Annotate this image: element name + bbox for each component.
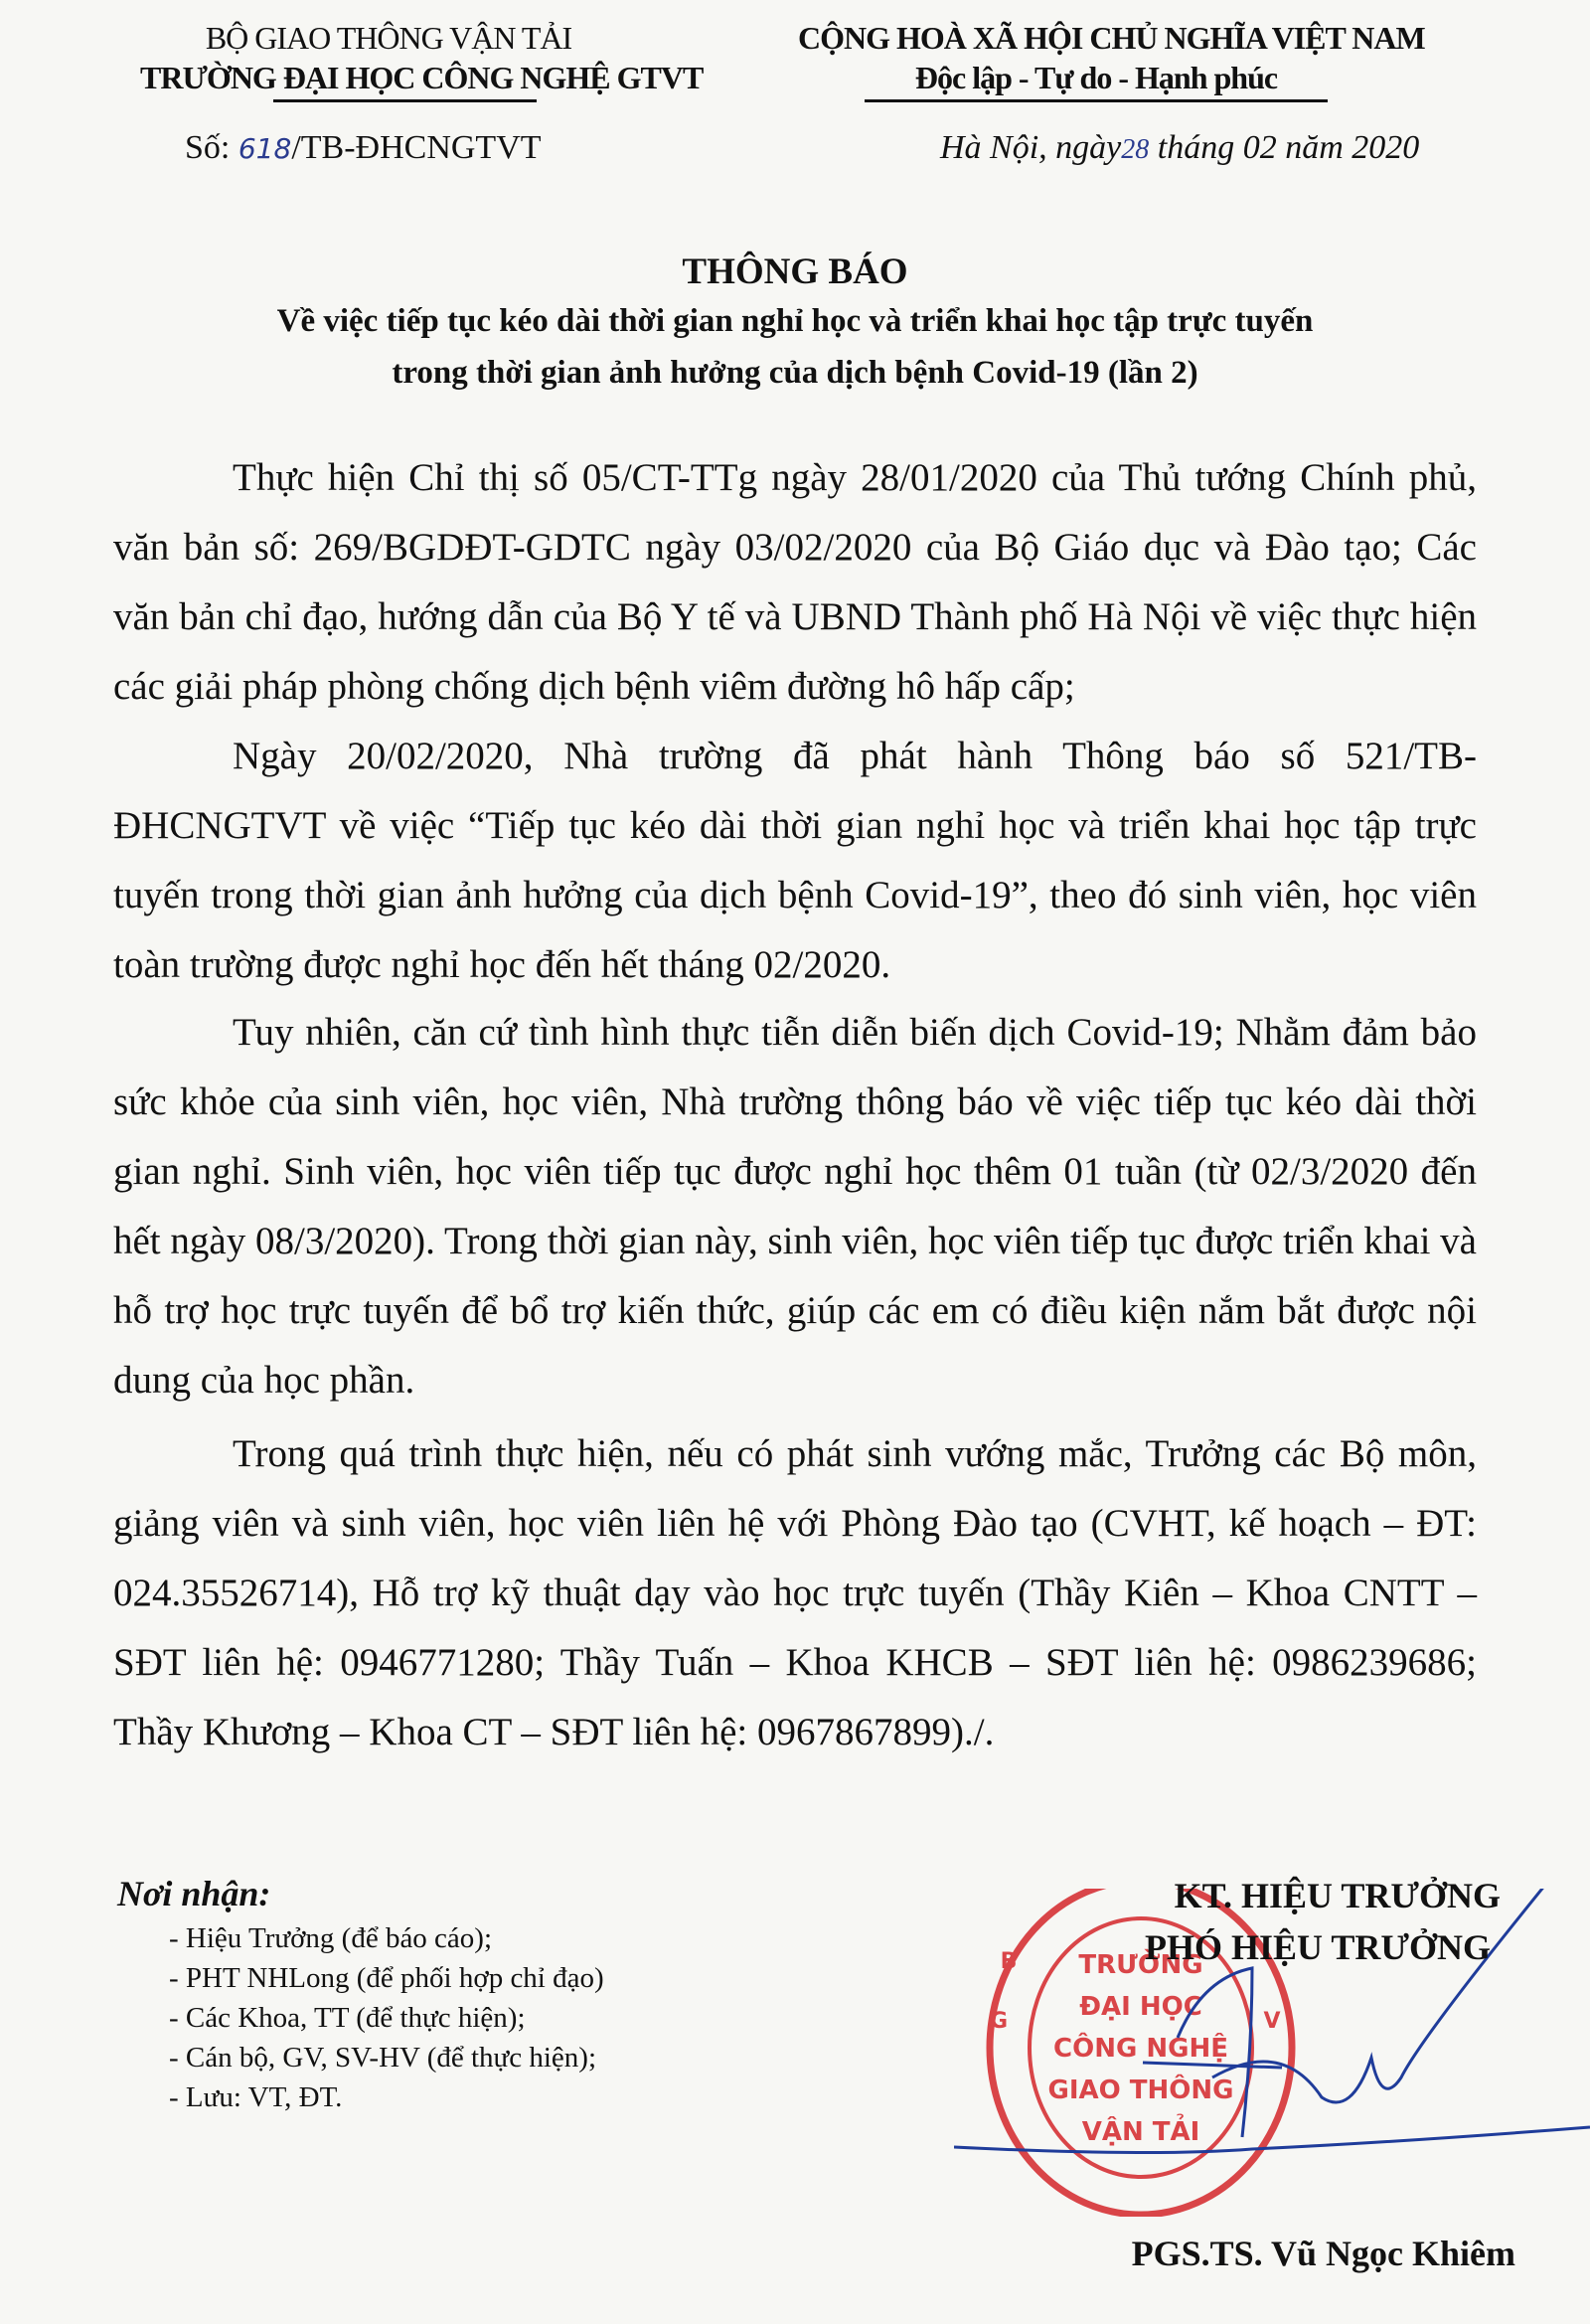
country-name: CỘNG HOÀ XÃ HỘI CHỦ NGHĨA VIỆT NAM — [798, 20, 1425, 56]
date-suffix: tháng 02 năm 2020 — [1157, 129, 1420, 166]
document-title: THÔNG BÁO — [682, 251, 908, 292]
ministry-name: BỘ GIAO THÔNG VẬN TẢI — [205, 20, 572, 56]
school-underline — [273, 99, 537, 102]
number-prefix: Số: — [185, 129, 231, 166]
date-prefix: Hà Nội, ngày — [940, 129, 1122, 166]
svg-text:TRƯỜNG: TRƯỜNG — [1078, 1950, 1203, 1980]
document-date — [940, 129, 1419, 167]
motto: Độc lập - Tự do - Hạnh phúc — [914, 60, 1278, 95]
recipient-item: - PHT NHLong (để phối hợp chỉ đạo) — [169, 1962, 604, 1994]
motto-underline — [865, 99, 1328, 102]
signer-title-1: KT. HIỆU TRƯỞNG — [1174, 1876, 1501, 1915]
document-subtitle-2: trong thời gian ảnh hưởng của dịch bệnh Covid-19 (lần 2) — [392, 355, 1198, 391]
recipient-item: - Các Khoa, TT (để thực hiện); — [169, 2002, 526, 2034]
handwritten-day: 28 — [1121, 134, 1150, 165]
svg-text:CÔNG NGHỆ: CÔNG NGHỆ — [1053, 2034, 1228, 2064]
svg-text:VẬN TẢI: VẬN TẢI — [1081, 2117, 1200, 2147]
signer-name: PGS.TS. Vũ Ngọc Khiêm — [1131, 2234, 1515, 2273]
svg-text:B: B — [1000, 1949, 1018, 1974]
signer-title-2: PHÓ HIỆU TRƯỞNG — [1144, 1927, 1491, 1967]
body-paragraph-3: Tuy nhiên, căn cứ tình hình thực tiễn diễn biến dịch Covid-19; Nhằm đảm bảo sức khỏe của sinh viên, học viên, Nhà trường thông báo về việc tiếp tục kéo dài thời gian nghỉ. Sinh viên, học viên tiếp tục được nghỉ học thêm 01 tuần (từ 02/3/2020 đến hết ngày 08/3/2020). Trong thời gian này, sinh viên, học viên tiếp tục được triển khai và hỗ trợ học trực tuyến để bổ trợ kiến thức, giúp các em có điều kiện nắm bắt được nội dung của học phần. — [113, 1011, 1477, 1402]
number-suffix: /TB-ĐHCNGTVT — [291, 129, 542, 166]
svg-text:G: G — [989, 2009, 1009, 2034]
body-paragraph-4: Trong quá trình thực hiện, nếu có phát sinh vướng mắc, Trưởng các Bộ môn, giảng viên và sinh viên, học viên liên hệ với Phòng Đào tạo (CVHT, kế hoạch – ĐT: 024.35526714), Hỗ trợ kỹ thuật dạy vào học trực tuyến (Thầy Kiên – Khoa CNTT – SĐT liên hệ: 0946771280; Thầy Tuấn – Khoa KHCB – SĐT liên hệ: 0986239686; Thầy Khương – Khoa CT – SĐT liên hệ: 0967867899)./. — [113, 1432, 1477, 1753]
body-paragraph-1: Thực hiện Chỉ thị số 05/CT-TTg ngày 28/01/2020 của Thủ tướng Chính phủ, văn bản số: 269/BGDĐT-GDTC ngày 03/02/2020 của Bộ Giáo dục và Đào tạo; Các văn bản chỉ đạo, hướng dẫn của Bộ Y tế và UBND Thành phố Hà Nội về việc thực hiện các giải pháp phòng chống dịch bệnh viêm đường hô hấp cấp; — [113, 456, 1477, 708]
svg-text:ĐẠI HỌC: ĐẠI HỌC — [1079, 1992, 1202, 2022]
document-number — [185, 129, 542, 167]
handwritten-number: 618 — [238, 132, 292, 165]
recipient-item: - Cán bộ, GV, SV-HV (để thực hiện); — [169, 2042, 597, 2074]
recipient-item: - Lưu: VT, ĐT. — [169, 2081, 343, 2113]
svg-text:V: V — [1263, 2009, 1281, 2034]
body-paragraph-2: Ngày 20/02/2020, Nhà trường đã phát hành Thông báo số 521/TB-ĐHCNGTVT về việc “Tiếp tục kéo dài thời gian nghỉ học và triển khai học tập trực tuyến trong thời gian ảnh hưởng của dịch bệnh Covid-19”, theo đó sinh viên, học viên toàn trường được nghỉ học đến hết tháng 02/2020. — [113, 735, 1477, 986]
school-name: TRƯỜNG ĐẠI HỌC CÔNG NGHỆ GTVT — [140, 60, 704, 95]
recipient-item: - Hiệu Trưởng (để báo cáo); — [169, 1922, 493, 1954]
recipients-heading: Nơi nhận: — [117, 1874, 271, 1913]
svg-text:GIAO THÔNG: GIAO THÔNG — [1047, 2075, 1234, 2105]
document-subtitle-1: Về việc tiếp tục kéo dài thời gian nghỉ học và triển khai học tập trực tuyến — [276, 303, 1314, 339]
